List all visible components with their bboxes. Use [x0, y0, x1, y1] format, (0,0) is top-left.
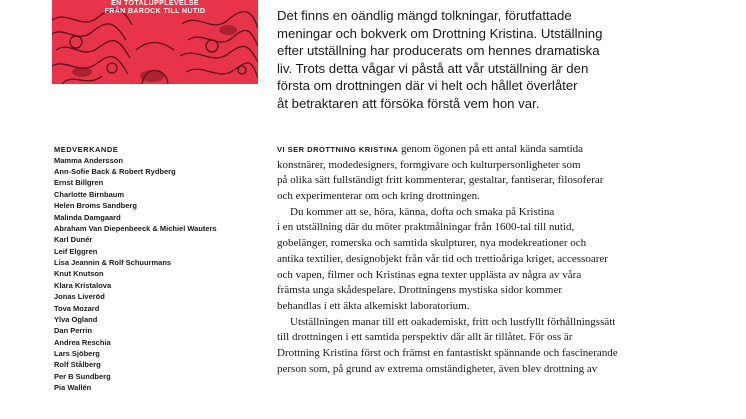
body-line: i en utställning där du möter praktmålningar från 1600-tal till nutid, [277, 221, 575, 234]
credit-name: Leif Elggren [54, 246, 98, 256]
body-line: gobelänger, romerska och samtida skulpturer, nya modekreationer och [277, 237, 587, 250]
body-line: främsta unga skådespelare. Drottningens mystiska sidor kommer [277, 284, 563, 297]
intro-line: efter utställning har producerats om hennes dramatiska [277, 43, 600, 59]
body-line: konstnärer, modedesigners, formgivare och kulturpersonligheter som [277, 158, 581, 171]
body-line: Du kommer att se, höra, känna, dofta och smaka på Kristina [290, 205, 555, 218]
body-text [277, 142, 737, 377]
body-line: till drottningen i ett samtida perspektiv där allt är tillåtet. För oss är [277, 331, 573, 344]
body-line: antika textilier, designobjekt från vår tid och trettioåriga kriget, accessoarer [277, 252, 608, 265]
credit-name: Per B Sundberg [54, 371, 111, 381]
poster-caption [52, 0, 258, 16]
intro-line: åt betraktaren att försöka förstå vem hon var. [277, 95, 540, 111]
credit-name: Knut Knutson [54, 269, 104, 279]
body-line [277, 142, 737, 158]
body-line: person som, på grund av extrema omständigheter, även blev drottning av [277, 362, 598, 375]
credit-name: Klara Kristalova [54, 280, 112, 290]
lead-in: VI SER DROTTNING KRISTINA [277, 145, 399, 154]
credit-name: Lars Sjöberg [54, 349, 100, 359]
credit-name: Dan Perrin [54, 326, 92, 336]
credit-name: Tova Mozard [54, 303, 100, 313]
intro-line: första om drottningen där vi helt och hållet överlåter [277, 78, 578, 94]
poster-caption-line: FRÅN BAROCK TILL NUTID [104, 8, 206, 15]
credit-name: Jonas Liveröd [54, 292, 105, 302]
body-line: och experimenterar om och kring drottningen. [277, 190, 480, 203]
body-line: och vapen, filmer och Kristinas egna texter upplästa av några av våra [277, 268, 582, 281]
credits-list [54, 155, 264, 394]
credit-name: Pia Wallén [54, 383, 92, 393]
credit-name: Ernst Billgren [54, 178, 104, 188]
credit-name: Karl Dunér [54, 235, 93, 245]
credit-name: Malinda Damgaard [54, 212, 121, 222]
intro-line: liv. Trots detta vågar vi påstå att vår utställning är den [277, 60, 589, 76]
credit-name: Lisa Jeannin & Rolf Schuurmans [54, 258, 172, 268]
poster-caption-line: EN TOTALUPPLEVELSE [111, 0, 199, 7]
body-line: på olika sätt fullständigt fritt kommenterar, gestaltar, fantiserar, filosoferar [277, 174, 604, 187]
credit-name: Helen Broms Sandberg [54, 201, 137, 211]
body-line-text: genom ögonen på ett antal kända samtida [401, 143, 584, 155]
body-line: Utställningen manar till ett oakademiskt, fritt och lustfyllt förhållningssätt [290, 315, 616, 328]
body-line: Drottning Kristina först och främst en fantastiskt spännande och fascinerande [277, 346, 618, 359]
credit-name: Ann-Sofie Back & Robert Rydberg [54, 167, 176, 177]
credit-name: Abraham Van Diepenbeeck & Michiel Wauters [54, 223, 217, 233]
body-line: behandlas i ett äkta alkemiskt laboratorium. [277, 299, 470, 312]
credits-section [54, 145, 264, 394]
intro-paragraph [277, 7, 737, 113]
credit-name: Andrea Reschia [54, 337, 111, 347]
intro-line: Det finns en oändlig mängd tolkningar, förutfattade [277, 8, 572, 23]
credit-name: Mamma Andersson [54, 155, 123, 165]
credit-name: Charlotte Birnbaum [54, 189, 125, 199]
credits-heading: MEDVERKANDE [54, 145, 119, 154]
credit-name: Ylva Ogland [54, 314, 98, 324]
exhibition-poster [52, 0, 258, 84]
credit-name: Rolf Stålberg [54, 360, 101, 370]
intro-line: meningar och bokverk om Drottning Kristina. Utställning [277, 25, 603, 41]
